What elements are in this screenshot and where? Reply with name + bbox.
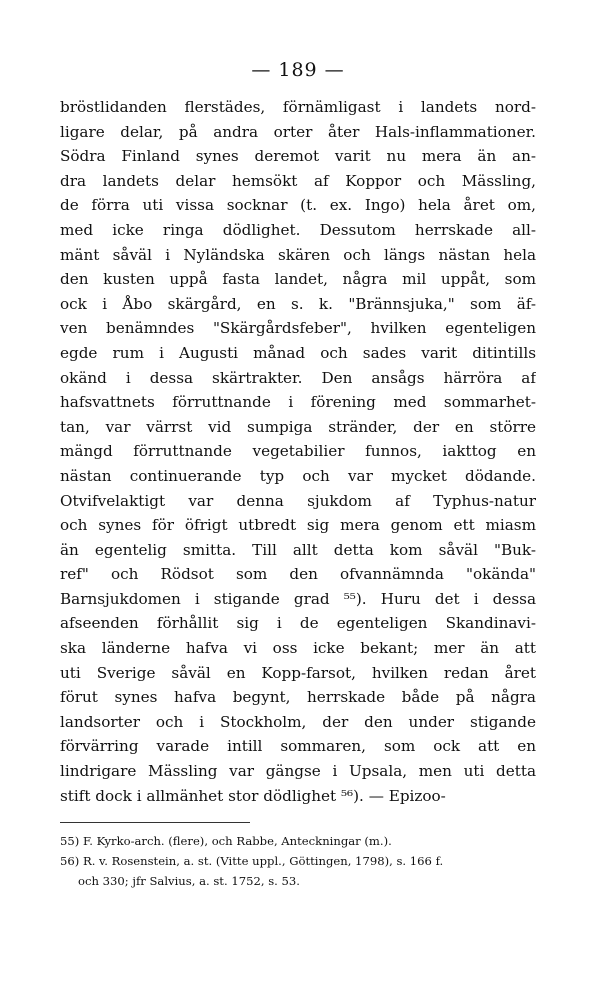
text-line: än egentelig smitta. Till allt detta kom såväl "Buk- — [60, 540, 536, 559]
text-line: de förra uti vissa socknar (t. ex. Ingo) hela året om, — [60, 196, 536, 215]
text-line: bröstlidanden flerstädes, förnämligast i landets nord- — [60, 98, 536, 116]
text-line: Barnsjukdomen i stigande grad ⁵⁵). Huru det i dessa — [60, 589, 536, 608]
footnote-56-continued: och 330; jfr Salvius, a. st. 1752, s. 53. — [78, 874, 300, 889]
text-line: förut synes hafva begynt, herrskade både på några — [60, 688, 536, 707]
text-line: lindrigare Mässling var gängse i Upsala, men uti detta — [60, 762, 536, 781]
text-line: Otvifvelaktigt var denna sjukdom af Typhus-natur — [60, 491, 536, 510]
text-line: med icke ringa dödlighet. Dessutom herrskade all- — [60, 220, 536, 239]
text-line: mängd förruttnande vegetabilier funnos, iakttog en — [60, 442, 536, 461]
footnote-55: 55) F. Kyrko-arch. (flere), och Rabbe, Anteckningar (m.). — [60, 834, 392, 849]
text-line: afseenden förhållit sig i de egenteligen Skandinavi- — [60, 614, 536, 633]
footnotes — [60, 831, 536, 891]
text-line: ven benämndes "Skärgårdsfeber", hvilken egenteligen — [60, 319, 536, 338]
text-line: dra landets delar hemsökt af Koppor och Mässling, — [60, 171, 536, 190]
text-line: och synes för öfrigt utbredt sig mera genom ett miasm — [60, 516, 536, 535]
text-line: tan, var värrst vid sumpiga stränder, der en större — [60, 417, 536, 436]
text-line: Södra Finland synes deremot varit nu mera än an- — [60, 147, 536, 166]
text-line: landsorter och i Stockholm, der den under stigande — [60, 712, 536, 731]
text-line: förvärring varade intill sommaren, som ock att en — [60, 737, 536, 756]
text-line: nästan continuerande typ och var mycket dödande. — [60, 466, 536, 485]
body-text — [60, 95, 536, 808]
text-line: okänd i dessa skärtrakter. Den ansågs härröra af — [60, 368, 536, 387]
text-line: egde rum i Augusti månad och sades varit ditintills — [60, 343, 536, 362]
text-line: mänt såväl i Nyländska skären och längs nästan hela — [60, 245, 536, 264]
text-line: ock i Åbo skärgård, en s. k. "Brännsjuka," som äf- — [60, 294, 536, 313]
footnote-divider — [60, 822, 250, 823]
text-line: hafsvattnets förruttnande i förening med sommarhet- — [60, 393, 536, 412]
text-line: ska länderne hafva vi oss icke bekant; mer än att — [60, 639, 536, 658]
text-line: ligare delar, på andra orter åter Hals-inflammationer. — [60, 122, 536, 141]
text-line: ref" och Rödsot som den ofvannämnda "okända" — [60, 565, 536, 584]
page — [60, 58, 536, 891]
text-line: stift dock i allmänhet stor dödlighet ⁵⁶). — Epizoo- — [60, 786, 446, 805]
text-line: uti Sverige såväl en Kopp-farsot, hvilken redan året — [60, 663, 536, 682]
footnote-56: 56) R. v. Rosenstein, a. st. (Vitte uppl., Göttingen, 1798), s. 166 f. — [60, 854, 444, 869]
page-number: — 189 — — [251, 59, 345, 81]
text-line: den kusten uppå fasta landet, några mil uppåt, som — [60, 270, 536, 289]
